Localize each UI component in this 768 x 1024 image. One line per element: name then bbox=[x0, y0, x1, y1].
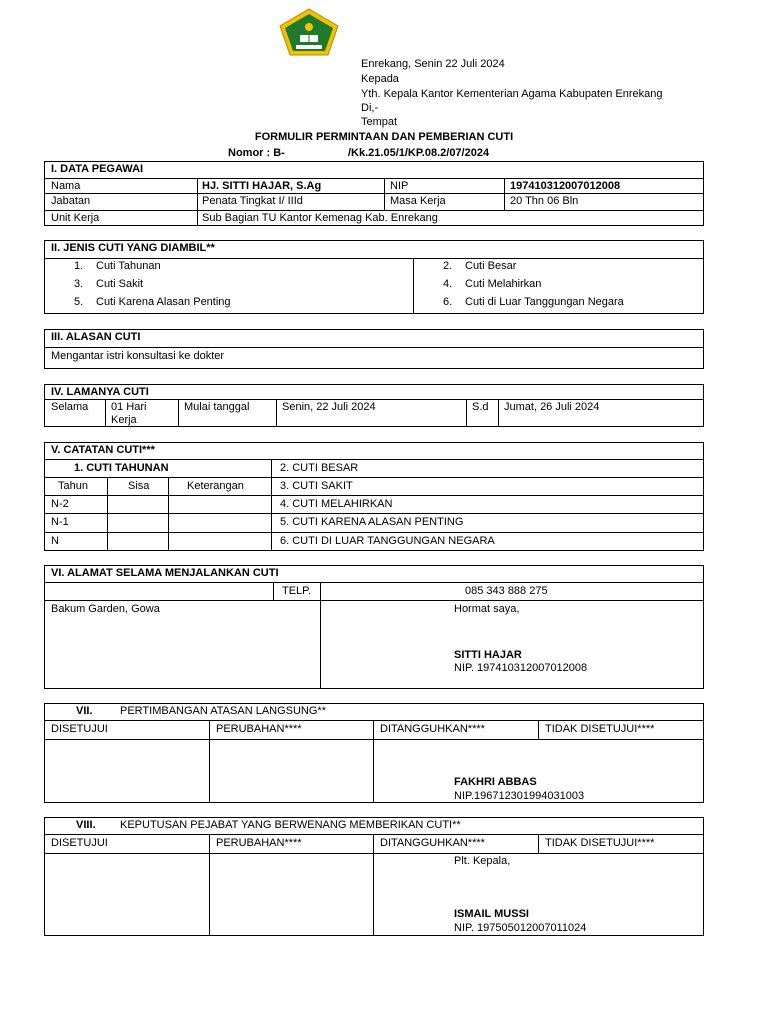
col-perubahan: PERUBAHAN**** bbox=[216, 723, 302, 735]
pejabat-nip: NIP. 197505012007011024 bbox=[454, 922, 587, 934]
nomor-label: Nomor : B- bbox=[228, 147, 285, 159]
section-heading: PERTIMBANGAN ATASAN LANGSUNG** bbox=[120, 705, 326, 717]
cuti-item-label: Cuti Besar bbox=[465, 260, 517, 272]
section-number: VII. bbox=[76, 705, 93, 717]
nama-label: Nama bbox=[51, 180, 81, 192]
nama-value: HJ. SITTI HAJAR, S.Ag bbox=[202, 180, 322, 192]
letter-tempat: Tempat bbox=[361, 116, 398, 128]
col-keterangan: Keterangan bbox=[187, 480, 244, 492]
year-cell: N-1 bbox=[51, 516, 69, 528]
cuti-item-label: Cuti Tahunan bbox=[96, 260, 161, 272]
col-disetujui: DISETUJUI bbox=[51, 723, 108, 735]
hormat-text: Hormat saya, bbox=[454, 603, 520, 615]
catatan-right-item: 3. CUTI SAKIT bbox=[280, 480, 353, 492]
mulai-label: Mulai tanggal bbox=[184, 401, 250, 413]
col-tidak-disetujui: TIDAK DISETUJUI**** bbox=[545, 837, 655, 849]
catatan-right-item: 2. CUTI BESAR bbox=[280, 462, 359, 474]
applicant-nip: NIP. 197410312007012008 bbox=[454, 662, 588, 674]
cuti-item-number: 6. bbox=[443, 296, 453, 308]
durasi-value: 01 Hari bbox=[111, 401, 147, 413]
cuti-item-label: Cuti di Luar Tanggungan Negara bbox=[465, 296, 624, 308]
section-heading: VI. ALAMAT SELAMA MENJALANKAN CUTI bbox=[51, 567, 279, 579]
col-tahun: Tahun bbox=[58, 480, 88, 492]
section-heading: II. JENIS CUTI YANG DIAMBIL** bbox=[51, 242, 215, 254]
unit-kerja-label: Unit Kerja bbox=[51, 212, 100, 224]
cuti-tahunan-label: 1. CUTI TAHUNAN bbox=[74, 462, 169, 474]
cuti-item-label: Cuti Sakit bbox=[96, 278, 144, 290]
end-date: Jumat, 26 Juli 2024 bbox=[504, 401, 600, 413]
alasan-value: Mengantar istri konsultasi ke dokter bbox=[51, 350, 225, 362]
section-heading: III. ALASAN CUTI bbox=[51, 331, 141, 343]
letter-di: Di,- bbox=[361, 102, 379, 114]
col-disetujui: DISETUJUI bbox=[51, 837, 108, 849]
col-ditangguhkan: DITANGGUHKAN**** bbox=[380, 837, 485, 849]
telp-label: TELP. bbox=[282, 585, 312, 597]
letter-recipient: Yth. Kepala Kantor Kementerian Agama Kabupaten Enrekang bbox=[361, 88, 663, 100]
section-heading: V. CATATAN CUTI*** bbox=[51, 444, 155, 456]
jabatan-label: Jabatan bbox=[51, 195, 91, 207]
atasan-nip: NIP.196712301994031003 bbox=[454, 790, 585, 802]
cuti-item-number: 1. bbox=[74, 260, 84, 272]
telp-value: 085 343 888 275 bbox=[465, 585, 548, 597]
cuti-item-number: 3. bbox=[74, 278, 84, 290]
letter-date: Enrekang, Senin 22 Juli 2024 bbox=[361, 58, 505, 70]
nip-label: NIP bbox=[390, 180, 409, 192]
start-date: Senin, 22 Juli 2024 bbox=[282, 401, 376, 413]
plt-kepala-text: Plt. Kepala, bbox=[454, 855, 511, 867]
masa-kerja-value: 20 Thn 06 Bln bbox=[510, 195, 579, 207]
catatan-right-item: 4. CUTI MELAHIRKAN bbox=[280, 498, 393, 510]
cuti-item-label: Cuti Karena Alasan Penting bbox=[96, 296, 231, 308]
section-heading: IV. LAMANYA CUTI bbox=[51, 386, 149, 398]
applicant-name: SITTI HAJAR bbox=[454, 649, 522, 661]
unit-kerja-value: Sub Bagian TU Kantor Kemenag Kab. Enrekang bbox=[202, 212, 438, 224]
col-sisa: Sisa bbox=[128, 480, 150, 492]
letter-kepada: Kepada bbox=[361, 73, 399, 85]
masa-kerja-label: Masa Kerja bbox=[390, 195, 446, 207]
cuti-item-number: 4. bbox=[443, 278, 453, 290]
kemenag-emblem-icon bbox=[278, 8, 340, 56]
year-cell: N bbox=[51, 535, 59, 547]
pejabat-name: ISMAIL MUSSI bbox=[454, 908, 529, 920]
nip-value: 197410312007012008 bbox=[510, 180, 621, 192]
col-perubahan: PERUBAHAN**** bbox=[216, 837, 302, 849]
form-title: FORMULIR PERMINTAAN DAN PEMBERIAN CUTI bbox=[254, 131, 514, 143]
durasi-unit: Kerja bbox=[111, 414, 137, 426]
year-cell: N-2 bbox=[51, 498, 69, 510]
section-heading: I. DATA PEGAWAI bbox=[51, 163, 144, 175]
selama-label: Selama bbox=[51, 401, 89, 413]
cuti-item-number: 5. bbox=[74, 296, 84, 308]
section-number: VIII. bbox=[76, 819, 96, 831]
section-heading: KEPUTUSAN PEJABAT YANG BERWENANG MEMBERIKAN CUTI** bbox=[120, 819, 461, 831]
catatan-right-item: 6. CUTI DI LUAR TANGGUNGAN NEGARA bbox=[280, 535, 495, 547]
jabatan-value: Penata Tingkat I/ IIId bbox=[202, 195, 303, 207]
cuti-item-number: 2. bbox=[443, 260, 453, 272]
address-value: Bakum Garden, Gowa bbox=[51, 603, 160, 615]
col-ditangguhkan: DITANGGUHKAN**** bbox=[380, 723, 485, 735]
cuti-item-label: Cuti Melahirkan bbox=[465, 278, 542, 290]
nomor-value: /Kk.21.05/1/KP.08.2/07/2024 bbox=[348, 147, 490, 159]
sd-label: S.d bbox=[472, 401, 489, 413]
catatan-right-item: 5. CUTI KARENA ALASAN PENTING bbox=[280, 516, 464, 528]
col-tidak-disetujui: TIDAK DISETUJUI**** bbox=[545, 723, 655, 735]
atasan-name: FAKHRI ABBAS bbox=[454, 776, 537, 788]
